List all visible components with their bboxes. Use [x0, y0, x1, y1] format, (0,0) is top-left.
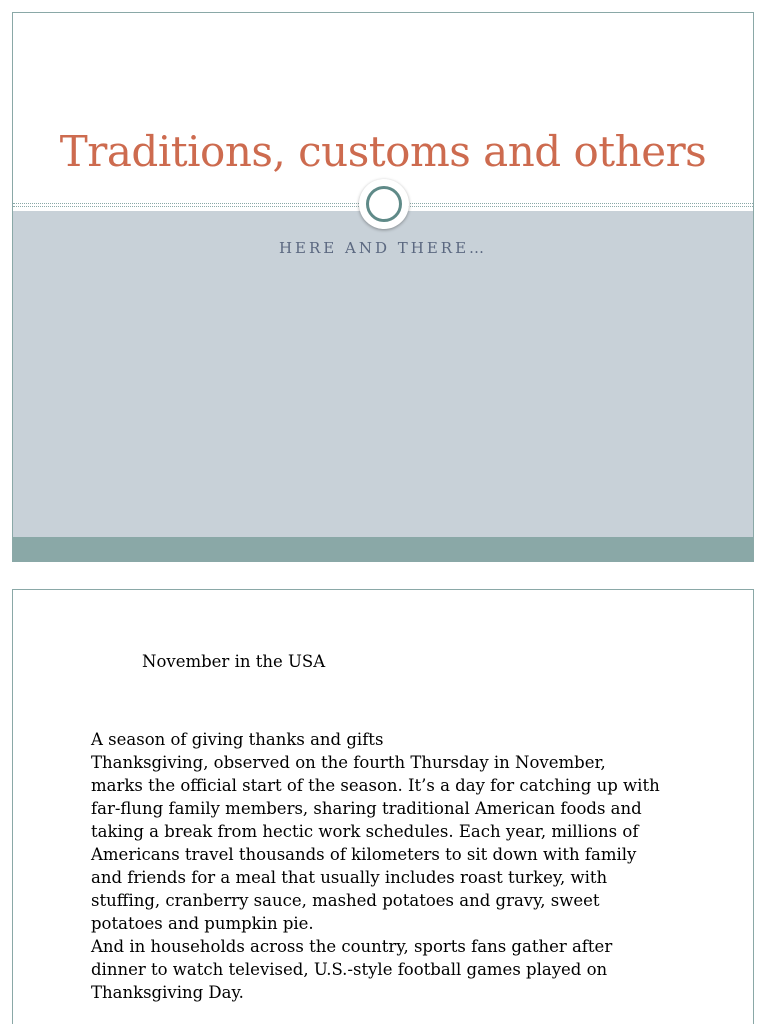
bottom-band [13, 537, 753, 562]
slide-title: Traditions, customs and others [59, 127, 707, 176]
slide-heading: November in the USA [142, 652, 326, 671]
subtitle-band [13, 211, 753, 537]
slide-subtitle: HERE AND THERE… [278, 239, 488, 257]
body-paragraph: And in households across the country, sports fans gather after dinner to watch televised, U.S.-style football games played on Thanksgiving Day. [91, 937, 613, 1002]
content-slide [12, 589, 754, 1024]
body-paragraph: Thanksgiving, observed on the fourth Thursday in November, marks the official start of the season. It’s a day for catching up with far-flung family members, sharing traditional American foods and taking a break from hectic work schedules. Each year, millions of Americans travel thousands of kilometers to sit down with family and friends for a meal that usually includes roast turkey, with stuffing, cranberry sauce, mashed potatoes and gravy, sweet potatoes and pumpkin pie. [91, 753, 660, 933]
circle-ring-icon [359, 179, 409, 229]
body-paragraph: A season of giving thanks and gifts [91, 730, 384, 749]
slide-body-text [91, 728, 661, 1004]
circle-ring-inner [366, 186, 402, 222]
title-slide [12, 12, 754, 562]
